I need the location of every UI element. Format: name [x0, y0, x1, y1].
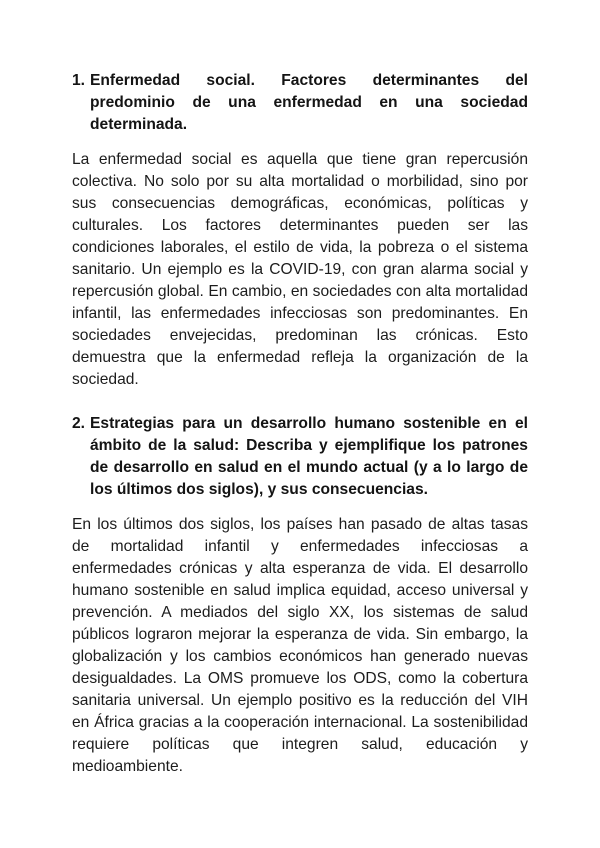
section-1-paragraph: La enfermedad social es aquella que tiene gran repercusión colectiva. No solo por su alta mortalidad o morbilidad, sino por sus consecuencias demográficas, económicas, políticas y culturales. Los factores determinantes pueden ser las condiciones laborales, el estilo de vida, la pobreza o el sistema sanitario. Un ejemplo es la COVID-19, con gran alarma social y repercusión global. En cambio, en sociedades con alta mortalidad infantil, las enfermedades infecciosas son predominantes. En sociedades envejecidas, predominan las crónicas. Esto demuestra que la enfermedad refleja la organización de la sociedad. — [72, 151, 528, 388]
section-1-heading — [72, 70, 528, 136]
section-2-heading — [72, 413, 528, 501]
section-2-number: 2. — [72, 415, 86, 432]
section-2 — [0, 413, 600, 778]
section-1 — [0, 70, 600, 391]
section-2-paragraph: En los últimos dos siglos, los países han pasado de altas tasas de mortalidad infantil y enfermedades infecciosas a enfermedades crónicas y alta esperanza de vida. El desarrollo humano sostenible en salud implica equidad, acceso universal y prevención. A mediados del siglo XX, los sistemas de salud públicos lograron mejorar la esperanza de vida. Sin embargo, la globalización y los cambios económicos han generado nuevas desigualdades. La OMS promueve los ODS, como la cobertura sanitaria universal. Un ejemplo positivo es la reducción del VIH en África gracias a la cooperación internacional. La sostenibilidad requiere políticas que integren salud, educación y medioambiente. — [72, 516, 528, 775]
section-1-number: 1. — [72, 72, 86, 89]
section-2-heading-text: Estrategias para un desarrollo humano sostenible en el ámbito de la salud: Describa y ejemplifique los patrones de desarrollo en salud en el mundo actual (y a lo largo de los últimos dos siglos), y sus consecuencias. — [90, 415, 528, 498]
section-1-heading-text: Enfermedad social. Factores determinantes del predominio de una enfermedad en una sociedad determinada. — [90, 72, 528, 133]
